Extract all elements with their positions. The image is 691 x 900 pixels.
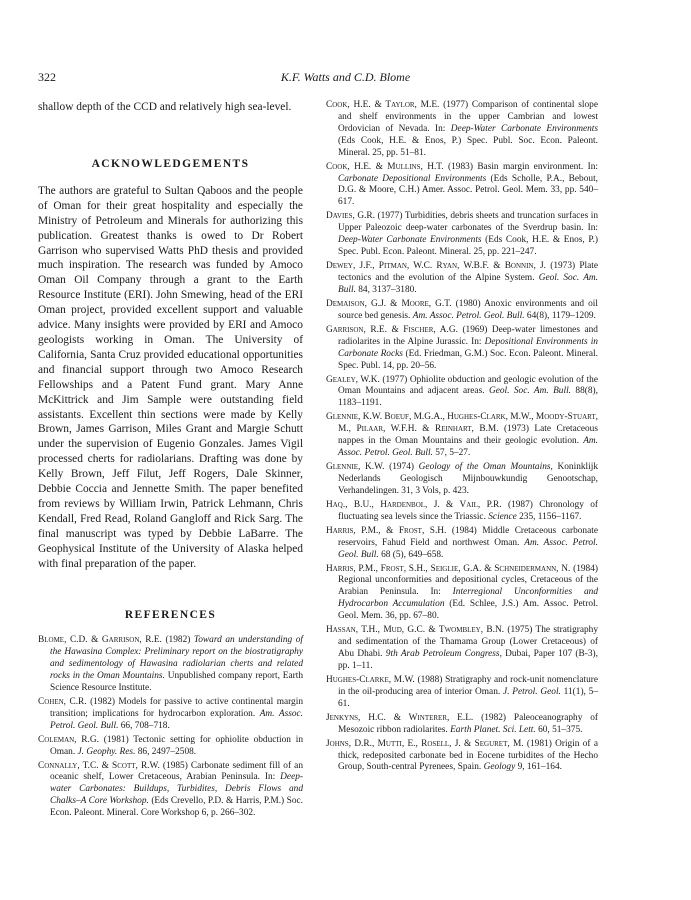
reference-entry: Cohen, C.R. (1982) Models for passive to active continental margin transition; implications for hydrocarbon exploration. Am. Assoc. Petrol. Geol. Bull. 66, 708–718. [38, 697, 303, 731]
reference-entry: Glennie, K.W. (1974) Geology of the Oman Mountains, Koninklijk Nederlands Geologisch Mijnbouwkundig Genootschap, Verhandelingen. 31, 3 Vols, p. 423. [326, 462, 599, 496]
reference-entry: Jenkyns, H.C. & Winterer, E.L. (1982) Paleoceanography of Mesozoic ribbon radiolarites. Earth Planet. Sci. Lett. 60, 51–375. [326, 712, 598, 735]
reference-entry: Hassan, T.H., Mud, G.C. & Twombley, B.N. (1975) The stratigraphy and sedimentation of the Thamama Group (Lower Cretaceous) of Abu Dhabi. 9th Arab Petroleum Congress, Dubai, Paper 107 (B-3), pp. 1–11. [326, 625, 599, 671]
left-column [38, 100, 303, 822]
reference-entry: Harris, P.M., & Frost, S.H. (1984) Middle Cretaceous carbonate reservoirs, Fahud Field and northwest Oman. Am. Assoc. Petrol. Geol. Bull. 68 (5), 649–658. [326, 525, 598, 560]
reference-entry: Blome, C.D. & Garrison, R.E. (1982) Toward an understanding of the Hawasina Complex: Preliminary report on the biostratigraphy and sedimentology of Hawasina radiolarian cherts and related rocks in the Oman Mountains. Unpublished company report, Earth Science Resource Institute. [38, 635, 303, 694]
reference-list-right [326, 100, 598, 774]
reference-entry: Demaison, G.J. & Moore, G.T. (1980) Anoxic environments and oil source bed genesis. Am. Assoc. Petrol. Geol. Bull. 64(8), 1179–1209. [326, 298, 598, 321]
right-column [326, 100, 598, 776]
reference-entry: Davies, G.R. (1977) Turbidities, debris sheets and truncation surfaces in Upper Paleozoic deep-water carbonates of the Sverdrup basin. In: Deep-Water Carbonate Environments (Eds Cook, H.E. & Enos, P.) Spec. Publ. Econ. Paleont. Mineral. 25, pp. 221–247. [326, 211, 599, 258]
reference-list-left [38, 635, 303, 820]
reference-entry: Harris, P.M., Frost, S.H., Seiglie, G.A. & Schneidermann, N. (1984) Regional unconformities and depositional cycles, Cretaceous of the Arabian Peninsula. In: Interregional Unconformities and Hydrocarbon Accumulation (Ed. Schlee, J.S.) Am. Assoc. Petrol. Geol. Mem. 36, pp. 67–80. [326, 563, 598, 622]
reference-entry: Coleman, R.G. (1981) Tectonic setting for ophiolite obduction in Oman. J. Geophy. Res. 86, 2497–2508. [38, 734, 304, 757]
reference-entry: Dewey, J.F., Pitman, W.C. Ryan, W.B.F. & Bonnin, J. (1973) Plate tectonics and the evolution of the Alpine System. Geol. Soc. Am. Bull. 84, 3137–3180. [326, 261, 599, 295]
reference-entry: Johns, D.R., Mutti, E., Rosell, J. & Seguret, M. (1981) Origin of a thick, redeposited carbonate bed in Eocene turbidites of the Hecho Group, South-central Pyrenees, Spain. Geology 9, 161–164. [326, 738, 598, 773]
reference-entry: Gealey, W.K. (1977) Ophiolite obduction and geologic evolution of the Oman Mountains and adjacent areas. Geol. Soc. Am. Bull. 88(8), 1183–1191. [326, 374, 598, 409]
reference-entry: Hughes-Clarke, M.W. (1988) Stratigraphy and rock-unit nomenclature in the oil-producing area of interior Oman. J. Petrol. Geol. 11(1), 5–61. [326, 674, 599, 709]
reference-entry: Garrison, R.E. & Fischer, A.G. (1969) Deep-water limestones and radiolarites in the Alpine Jurassic. In: Depositional Environments in Carbonate Rocks (Ed. Friedman, G.M.) Soc. Econ. Paleont. Mineral. Spec. Publ. 14, pp. 20–56. [326, 324, 598, 371]
reference-entry: Glennie, K.W. Boeuf, M.G.A., Hughes-Clark, M.W., Moody-Stuart, M., Pilaar, W.F.H. & Reinhart, B.M. (1973) Late Cretaceous nappes in the Oman Mountains and their geologic evolution. Am. Assoc. Petrol. Geol. Bull. 57, 5–27. [326, 412, 598, 459]
running-head: K.F. Watts and C.D. Blome [280, 70, 411, 84]
acknowledgements-text: The authors are grateful to Sultan Qaboos and the people of Oman for their great hospitality and especially the Ministry of Petroleum and Minerals for authorizing this publication. Greatest thanks is owed to Dr Robert Garrison who supervised Watts PhD thesis and provided much inspiration. The research was funded by Amoco Oman Oil Company through a grant to the Earth Resource Institute (ERI). John Smewing, head of the ERI Oman project, provided excellent support and valuable advice. Many insights were provided by ERI and Amoco geologists working in Oman. The University of California, Santa Cruz provided educational opportunities and financial support through two Amoco Research Fellowships and a Patent Fund grant. Mary Anne McKittrick and Jim Sample were outstanding field assistants. Excellent thin sections were made by Kelly Brown, James Garrison, Miles Grant and Margie Schutt under the supervision of Eugenio Gonzales. James Vigil processed cherts for radiolarians. Drafting was done by Kelly Brown, Jeff Filut, Jeff Rogers, Dale Skinner, Debbie Coccia and Jennette Smith. The paper benefited from reviews by William Irwin, Patrick Lehmann, Chris Kendall, Fred Read, Roland Gangloff and Rick Sarg. The final manuscript was typed by Debbie LaBarre. The Geophysical Institute of the University of Alaska helped with final preparation of the paper. [38, 184, 303, 570]
page-number: 322 [38, 70, 56, 84]
intro-text: shallow depth of the CCD and relatively high sea-level. [38, 101, 292, 113]
page-header [38, 70, 653, 86]
reference-entry: Cook, H.E. & Mullins, H.T. (1983) Basin margin environment. In: Carbonate Depositional Environments (Eds Scholle, P.A., Bebout, D.G. & Moore, C.H.) Amer. Assoc. Petrol. Geol. Mem. 33, pp. 540–617. [326, 161, 598, 208]
reference-entry: Cook, H.E. & Taylor, M.E. (1977) Comparison of continental slope and shelf environments in the upper Cambrian and lowest Ordovician of Nevada. In: Deep-Water Carbonate Environments (Eds Cook, H.E. & Enos, P.) Spec. Publ. Soc. Econ. Paleont. Mineral. 25, pp. 51–81. [326, 100, 598, 158]
acknowledgements-heading: ACKNOWLEDGEMENTS [91, 157, 250, 170]
references-heading: REFERENCES [124, 609, 217, 622]
reference-entry: Haq., B.U., Hardenbol, J. & Vail, P.R. (1987) Chronology of fluctuating sea levels since the Triassic. Science 235, 1156–1167. [326, 499, 598, 522]
reference-entry: Connally, T.C. & Scott, R.W. (1985) Carbonate sediment fill of an oceanic shelf, Lower Cretaceous, Arabian Peninsula. In: Deep-water Carbonates: Buildups, Turbidites, Debris Flows and Chalks–A Core Workshop. (Eds Crevello, P.D. & Harris, P.M.) Soc. Econ. Paleont. Mineral. Core Workshop 6, p. 266–302. [38, 760, 303, 819]
